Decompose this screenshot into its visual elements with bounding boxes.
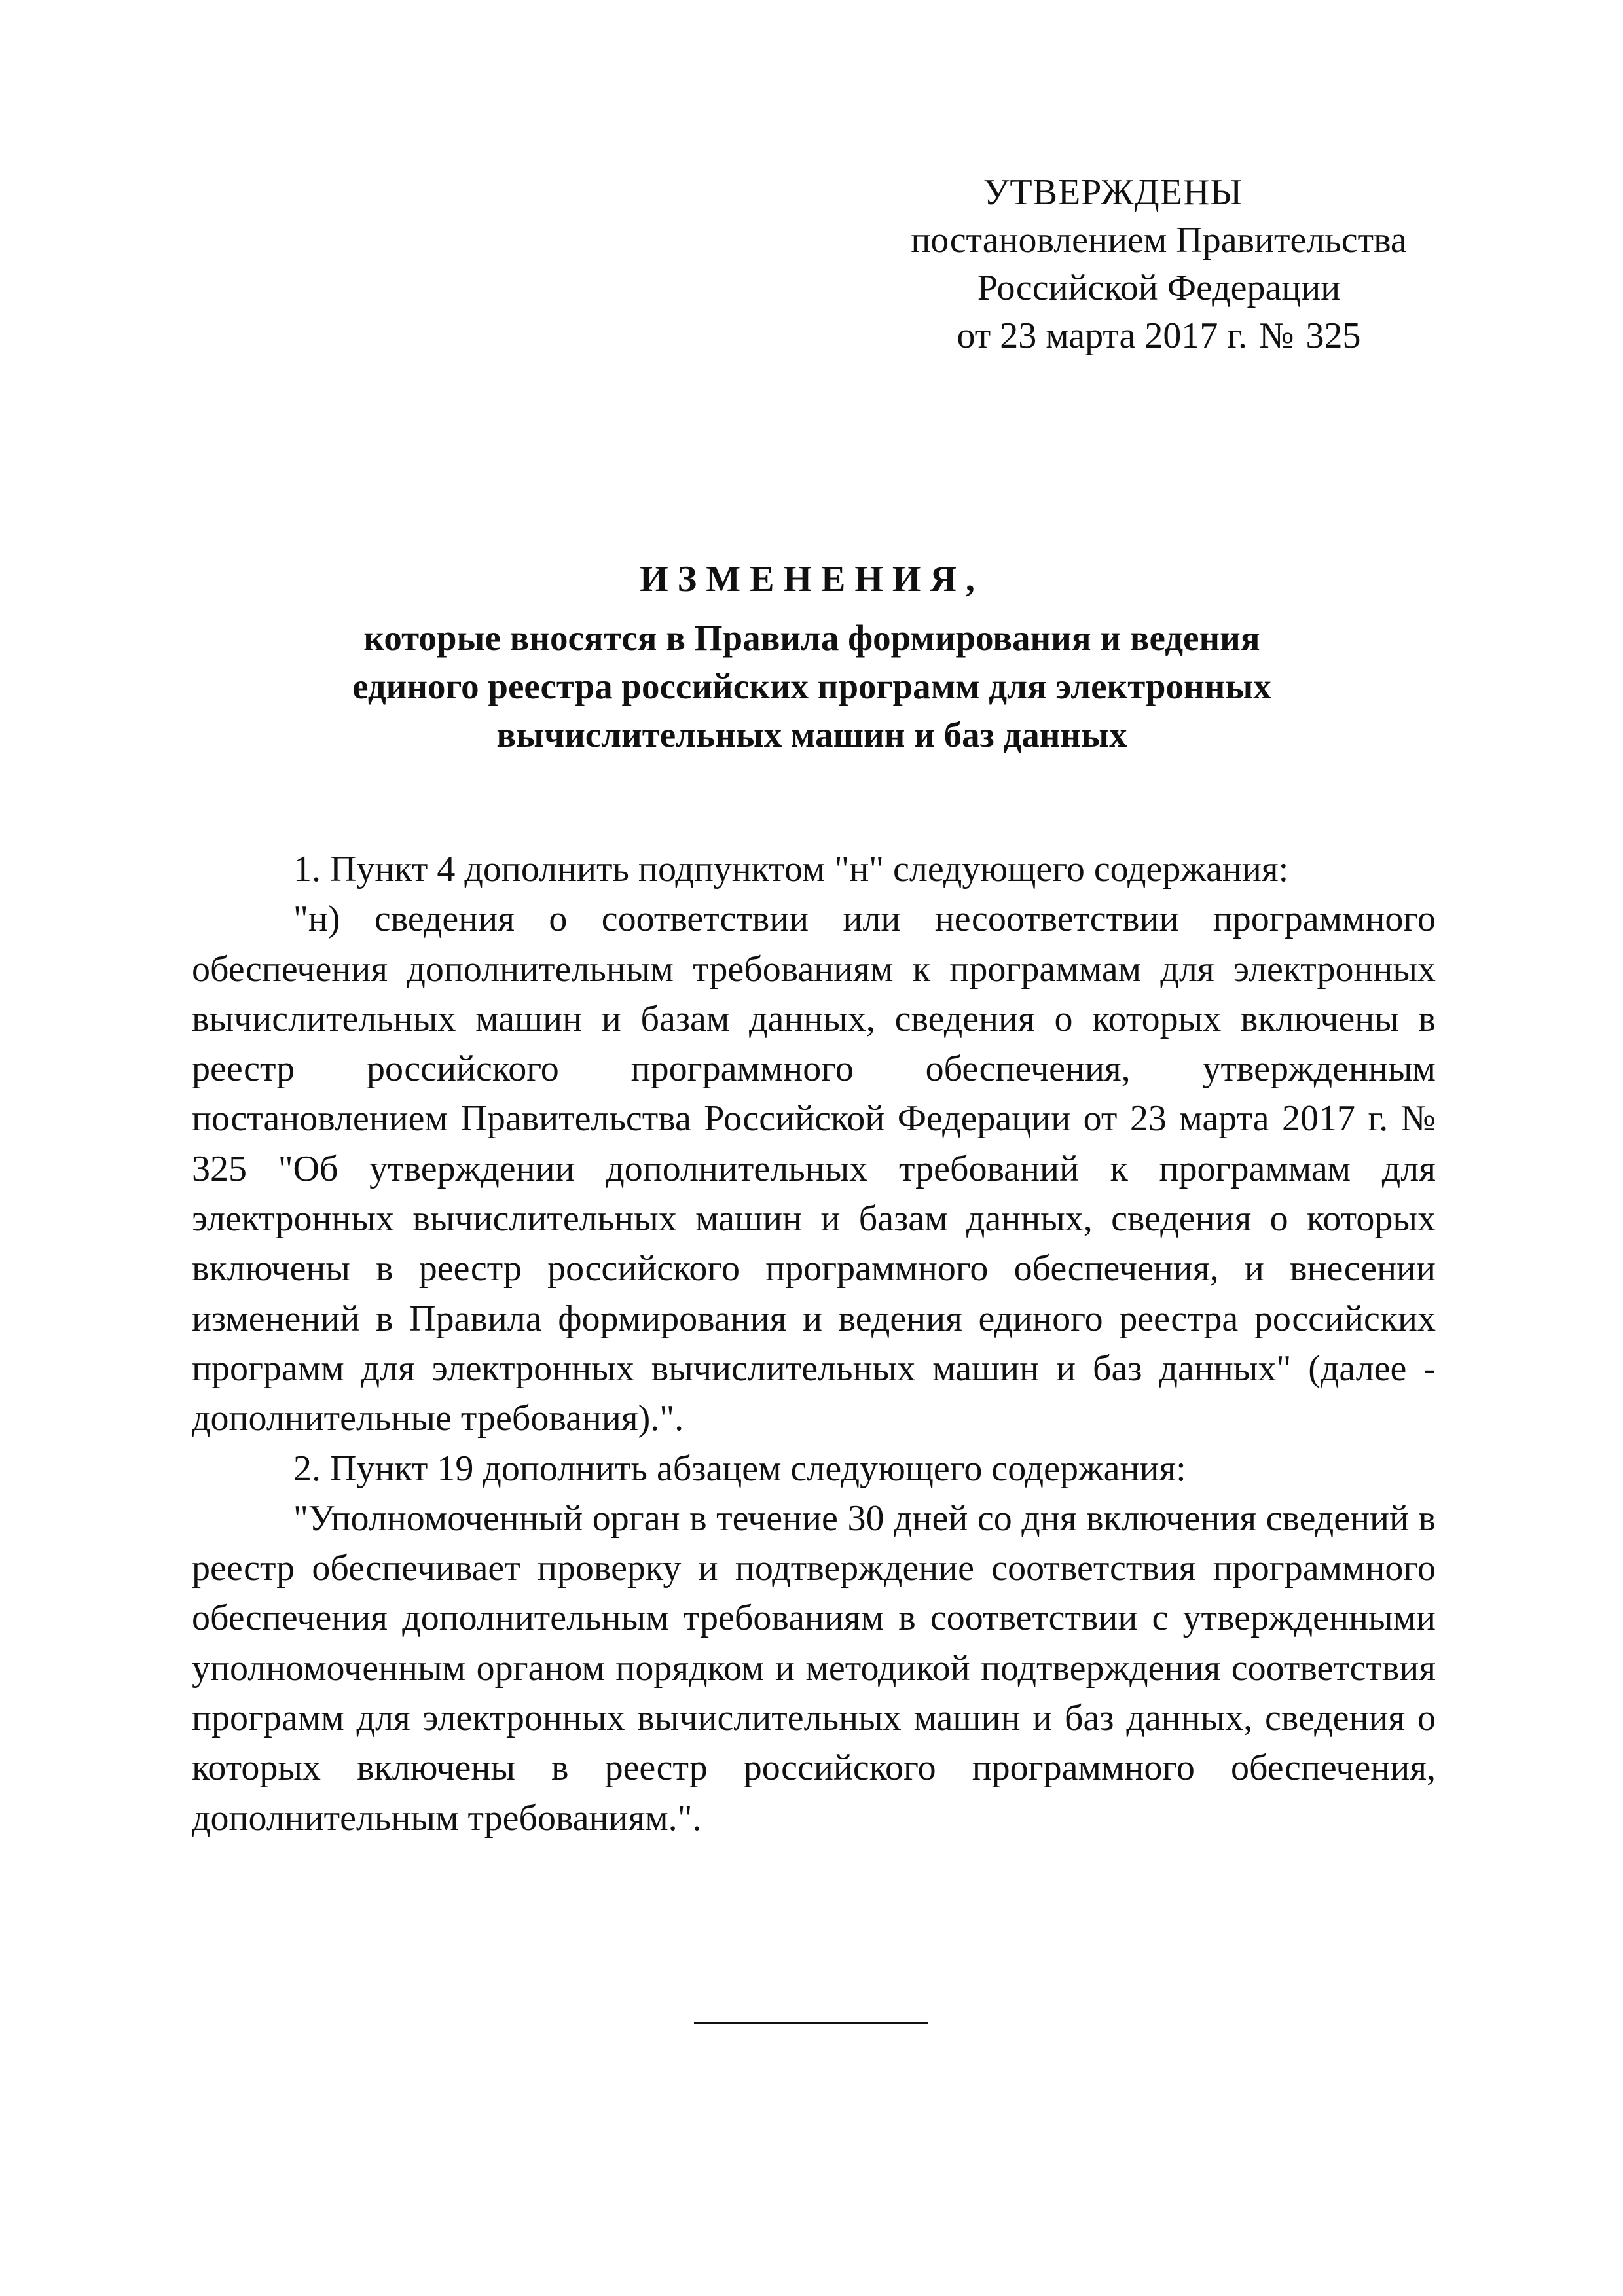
paragraph-item-1: 1. Пункт 4 дополнить подпунктом "н" следующего содержания: [293,849,1289,889]
approval-block [851,169,1467,360]
approval-number-label: № [1259,315,1294,356]
subtitle-line-3: вычислительных машин и баз данных [496,715,1127,755]
approval-line-date-number [851,312,1467,360]
document-title: ИЗМЕНЕНИЯ, [640,559,984,600]
approval-number-value: 325 [1305,315,1361,356]
paragraph-item-2: 2. Пункт 19 дополнить абзацем следующего содержания: [293,1448,1186,1489]
document-subtitle [196,614,1427,759]
approval-line-decree: постановлением Правительства [911,220,1407,260]
approval-line-federation: Российской Федерации [977,268,1341,308]
subtitle-line-2: единого реестра российских программ для электронных [352,666,1271,706]
subtitle-line-1: которые вносятся в Правила формирования и ведения [363,618,1260,658]
approval-date: от 23 марта 2017 г. [957,315,1248,356]
paragraph-item-2-text: "Уполномоченный орган в течение 30 дней со дня включения сведений в реестр обеспечивает проверку и подтверждение соответствия программного обеспечения дополнительным требованиям в соответствии с утвержденными уполномоченным органом порядком и методикой подтверждения соответствия программ для электронных вычислительных машин и баз данных, сведения о которых включены в реестр российского программного обеспечения, дополнительным требованиям.". [192,1498,1436,1839]
end-divider-line [694,2022,928,2024]
document-body [192,844,1436,1843]
paragraph-item-1-text: "н) сведения о соответствии или несоответствии программного обеспечения дополнительным требованиям к программам для электронных вычислительных машин и базам данных, сведения о которых включены в реестр российского программного обеспечения, утвержденным постановлением Правительства Российской Федерации от 23 марта 2017 г. № 325 "Об утверждении дополнительных требований к программам для электронных вычислительных машин и базам данных, сведения о которых включены в реестр российского программного обеспечения, и внесении изменений в Правила формирования и ведения единого реестра российских программ для электронных вычислительных машин и баз данных" (далее - дополнительные требования).". [192,899,1436,1439]
approval-stamp-heading: УТВЕРЖДЕНЫ [983,172,1243,213]
